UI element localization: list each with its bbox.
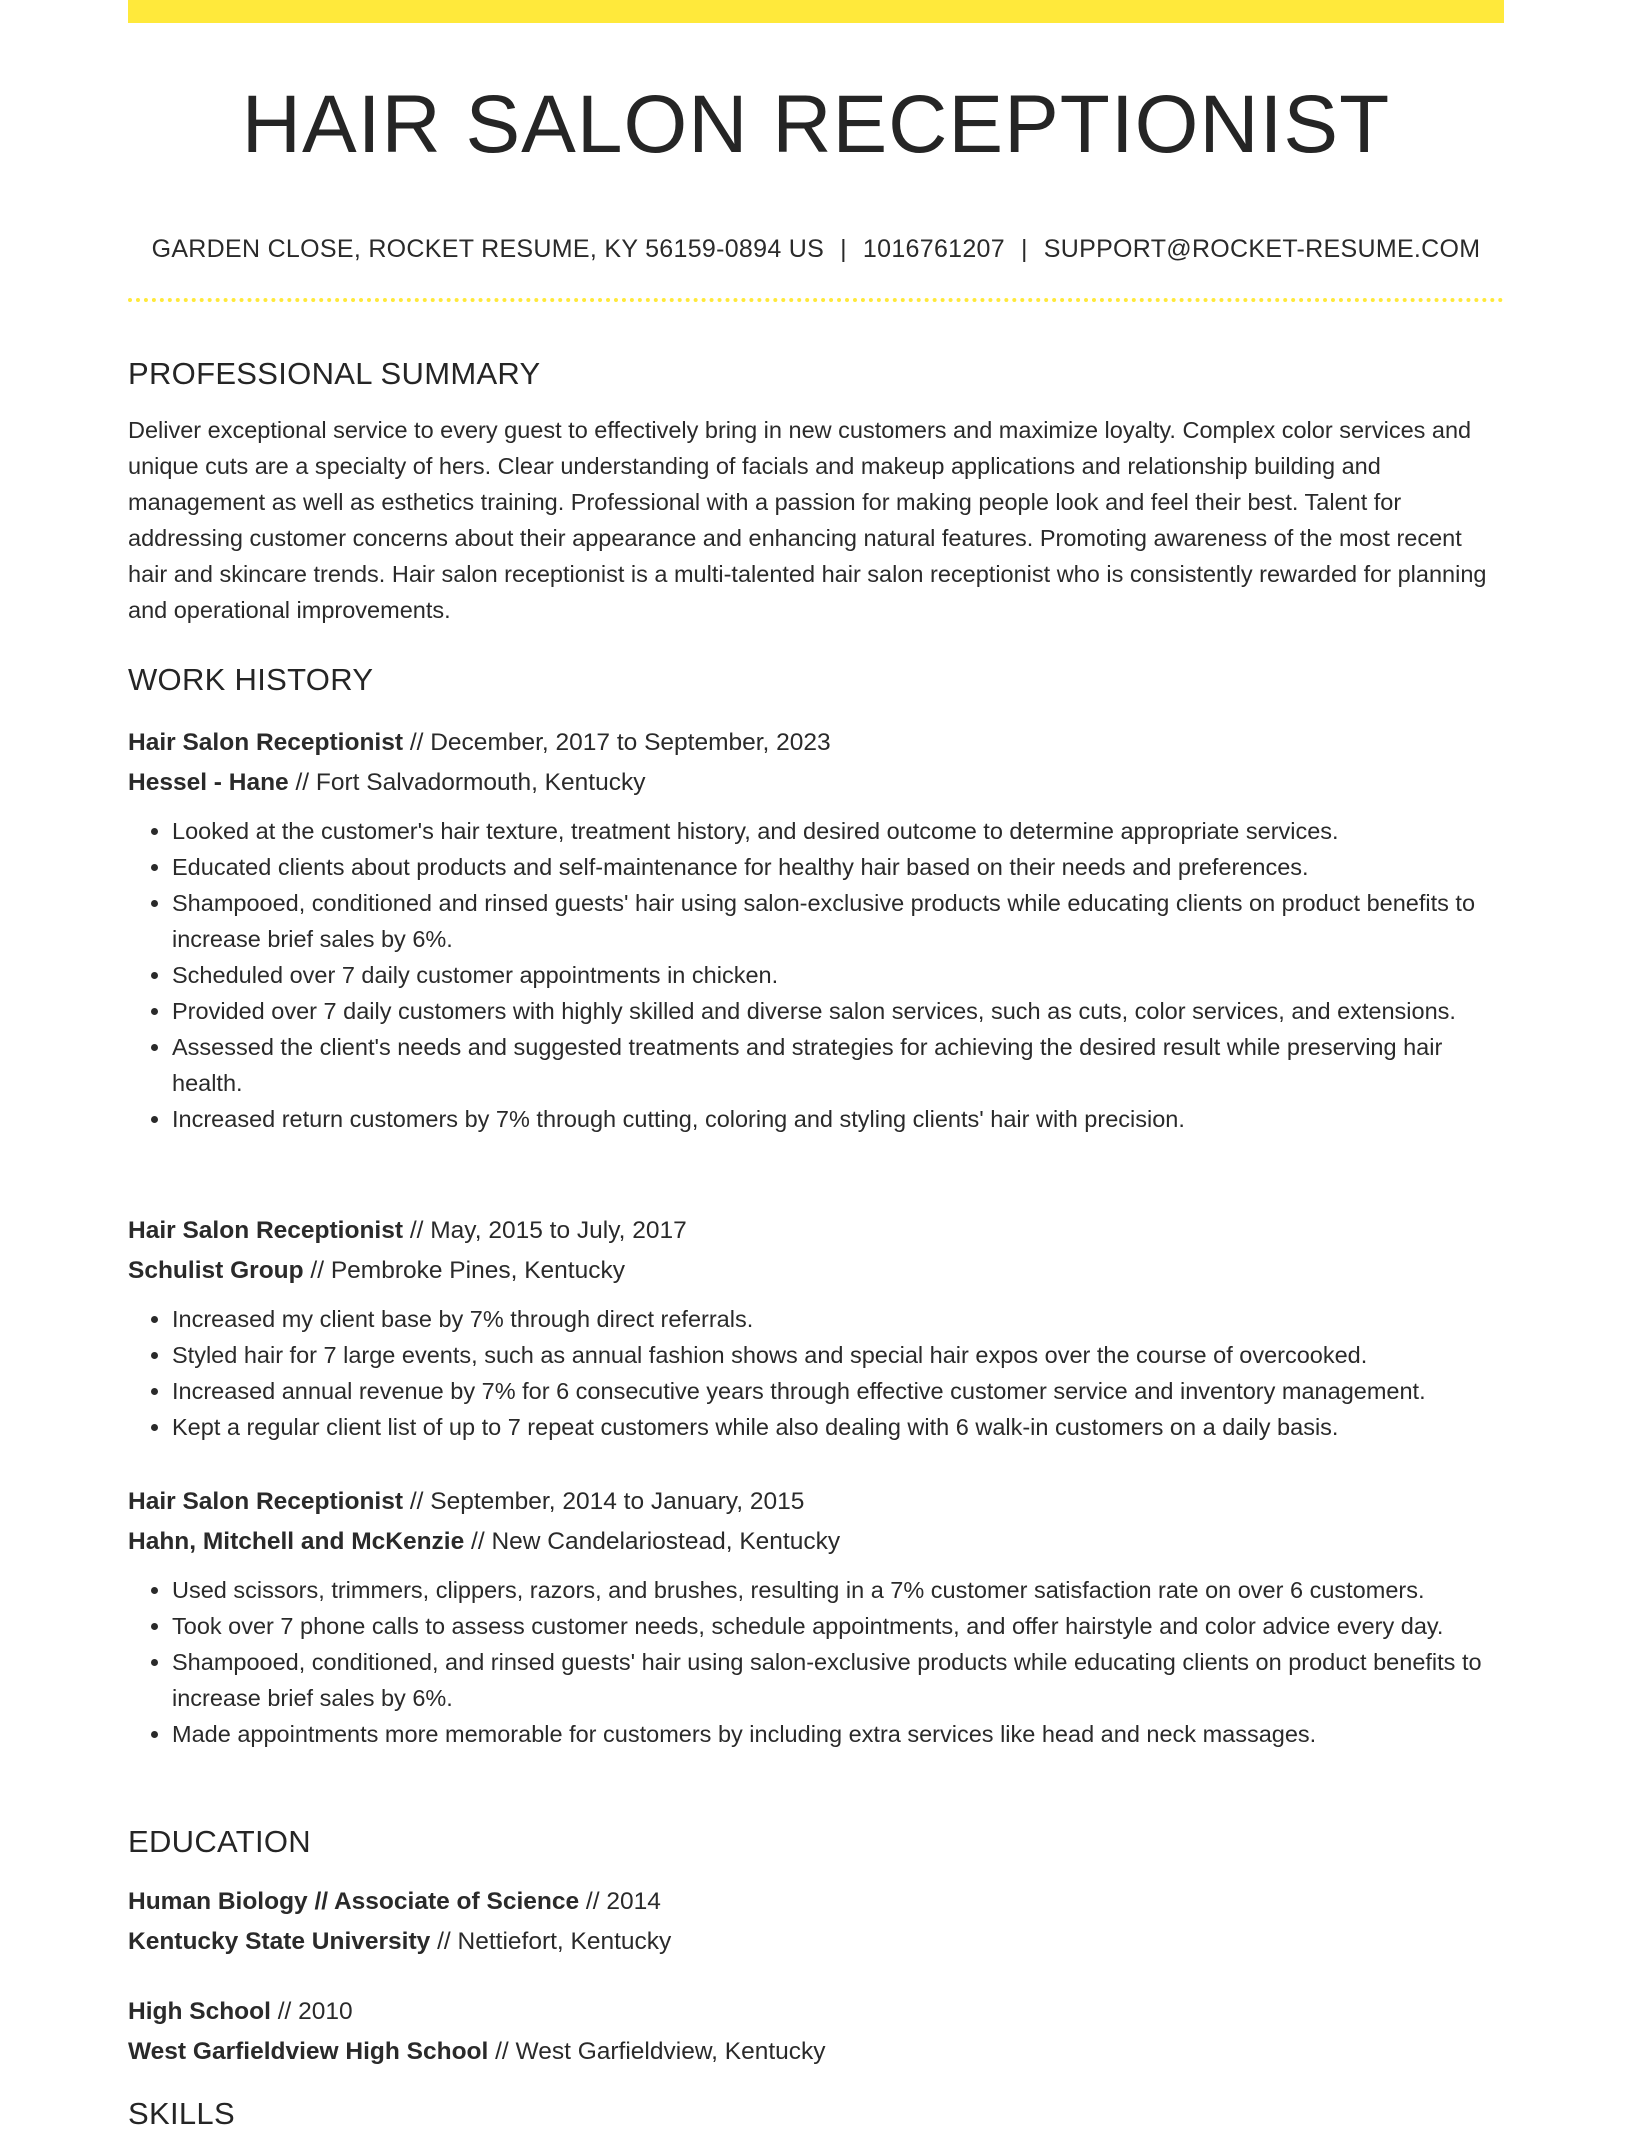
job-dates: // May, 2015 to July, 2017 [403, 1217, 687, 1244]
education-school: Kentucky State University [128, 1928, 431, 1955]
job-entry [128, 1211, 1504, 1445]
job-bullet: • Kept a regular client list of up to 7 repeat customers while also dealing with 6 walk-in customers on a daily basis. [172, 1409, 1504, 1445]
education-degree-line [128, 1882, 1504, 1922]
education-year: // 2014 [579, 1888, 661, 1915]
job-location: // Fort Salvadormouth, Kentucky [288, 769, 646, 796]
job-company-line [128, 1251, 1504, 1291]
job-company: Hessel - Hane [128, 769, 289, 796]
skills-heading-wrap [128, 2098, 1504, 2129]
job-bullet: • Shampooed, conditioned and rinsed guests' hair using salon-exclusive products while educating clients on product benefits to increase brief sales by 6%. [172, 885, 1504, 957]
contact-separator: | [1020, 235, 1028, 263]
job-dates: // September, 2014 to January, 2015 [403, 1488, 805, 1515]
education-degree: High School [128, 1998, 271, 2025]
contact-phone: 1016761207 [862, 235, 1005, 263]
education-heading-wrap [128, 1826, 1504, 1857]
job-bullet: • Assessed the client's needs and suggested treatments and strategies for achieving the desired result while preserving hair health. [172, 1029, 1504, 1101]
job-bullet: • Styled hair for 7 large events, such as annual fashion shows and special hair expos over the course of overcooked. [172, 1337, 1504, 1373]
job-location: // Pembroke Pines, Kentucky [303, 1257, 625, 1284]
job-bullet-list [128, 1301, 1504, 1445]
education-year: // 2010 [270, 1998, 353, 2025]
job-bullet-list [128, 813, 1504, 1137]
work-history-heading: WORK HISTORY [128, 662, 374, 697]
contact-line [128, 237, 1504, 262]
summary-text: Deliver exceptional service to every guest to effectively bring in new customers and maximize loyalty. Complex color services and unique cuts are a specialty of hers. Clear understanding of facials and makeup applications and relationship building and management as well as esthetics training. Professional with a passion for making people look and feel their best. Talent for addressing customer concerns about their appearance and enhancing natural features. Promoting awareness of the most recent hair and skincare trends. Hair salon receptionist is a multi-talented hair salon receptionist who is consistently rewarded for planning and operational improvements. [128, 417, 1487, 623]
job-bullet: • Increased annual revenue by 7% for 6 consecutive years through effective customer service and inventory management. [172, 1373, 1504, 1409]
job-company-line [128, 1522, 1504, 1562]
job-company: Schulist Group [128, 1257, 304, 1284]
job-bullet: • Took over 7 phone calls to assess customer needs, schedule appointments, and offer hairstyle and color advice every day. [172, 1608, 1504, 1644]
summary-heading: PROFESSIONAL SUMMARY [128, 356, 541, 391]
job-bullet: • Educated clients about products and self-maintenance for healthy hair based on their needs and preferences. [172, 849, 1504, 885]
job-bullet-list [128, 1572, 1504, 1752]
job-company: Hahn, Mitchell and McKenzie [128, 1528, 465, 1555]
summary-section [128, 358, 1504, 628]
job-title-line [128, 1211, 1504, 1251]
education-degree-line [128, 1992, 1504, 2032]
job-dates: // December, 2017 to September, 2023 [403, 729, 831, 756]
contact-address: GARDEN CLOSE, ROCKET RESUME, KY 56159-0894 US [151, 235, 825, 263]
education-school: West Garfieldview High School [128, 2038, 489, 2065]
job-bullet: • Increased my client base by 7% through direct referrals. [172, 1301, 1504, 1337]
education-heading: EDUCATION [128, 1824, 311, 1859]
job-bullet: • Used scissors, trimmers, clippers, razors, and brushes, resulting in a 7% customer satisfaction rate on over 6 customers. [172, 1572, 1504, 1608]
education-school-line [128, 2032, 1504, 2072]
job-location: // New Candelariostead, Kentucky [464, 1528, 841, 1555]
education-entry [128, 1882, 1504, 1962]
job-title: Hair Salon Receptionist [128, 729, 404, 756]
education-degree: Human Biology // Associate of Science [128, 1888, 580, 1915]
education-school-line [128, 1922, 1504, 1962]
resume-name: HAIR SALON RECEPTIONIST [241, 79, 1391, 170]
resume-page [128, 0, 1504, 2131]
job-title: Hair Salon Receptionist [128, 1217, 404, 1244]
work-history-heading-wrap [128, 664, 1504, 695]
contact-separator: | [840, 235, 847, 263]
top-accent-bar [128, 0, 1504, 23]
dotted-divider [128, 298, 1504, 302]
job-bullet: • Shampooed, conditioned, and rinsed guests' hair using salon-exclusive products while educating clients on product benefits to increase brief sales by 6%. [172, 1644, 1504, 1716]
job-bullet: • Scheduled over 7 daily customer appointments in chicken. [172, 957, 1504, 993]
education-location: // Nettiefort, Kentucky [430, 1928, 672, 1955]
job-bullet: • Looked at the customer's hair texture, treatment history, and desired outcome to determine appropriate services. [172, 813, 1504, 849]
job-entry [128, 723, 1504, 1137]
job-bullet: • Provided over 7 daily customers with highly skilled and diverse salon services, such as cuts, color services, and extensions. [172, 993, 1504, 1029]
job-title: Hair Salon Receptionist [128, 1488, 404, 1515]
contact-email: SUPPORT@ROCKET-RESUME.COM [1043, 235, 1481, 263]
education-location: // West Garfieldview, Kentucky [488, 2038, 826, 2065]
education-entry [128, 1992, 1504, 2072]
job-bullet: • Made appointments more memorable for customers by including extra services like head and neck massages. [172, 1716, 1504, 1752]
job-title-line [128, 1482, 1504, 1522]
job-company-line [128, 763, 1504, 803]
job-title-line [128, 723, 1504, 763]
skills-heading: SKILLS [128, 2096, 235, 2131]
job-bullet: • Increased return customers by 7% through cutting, coloring and styling clients' hair with precision. [172, 1101, 1504, 1137]
job-entry [128, 1482, 1504, 1752]
